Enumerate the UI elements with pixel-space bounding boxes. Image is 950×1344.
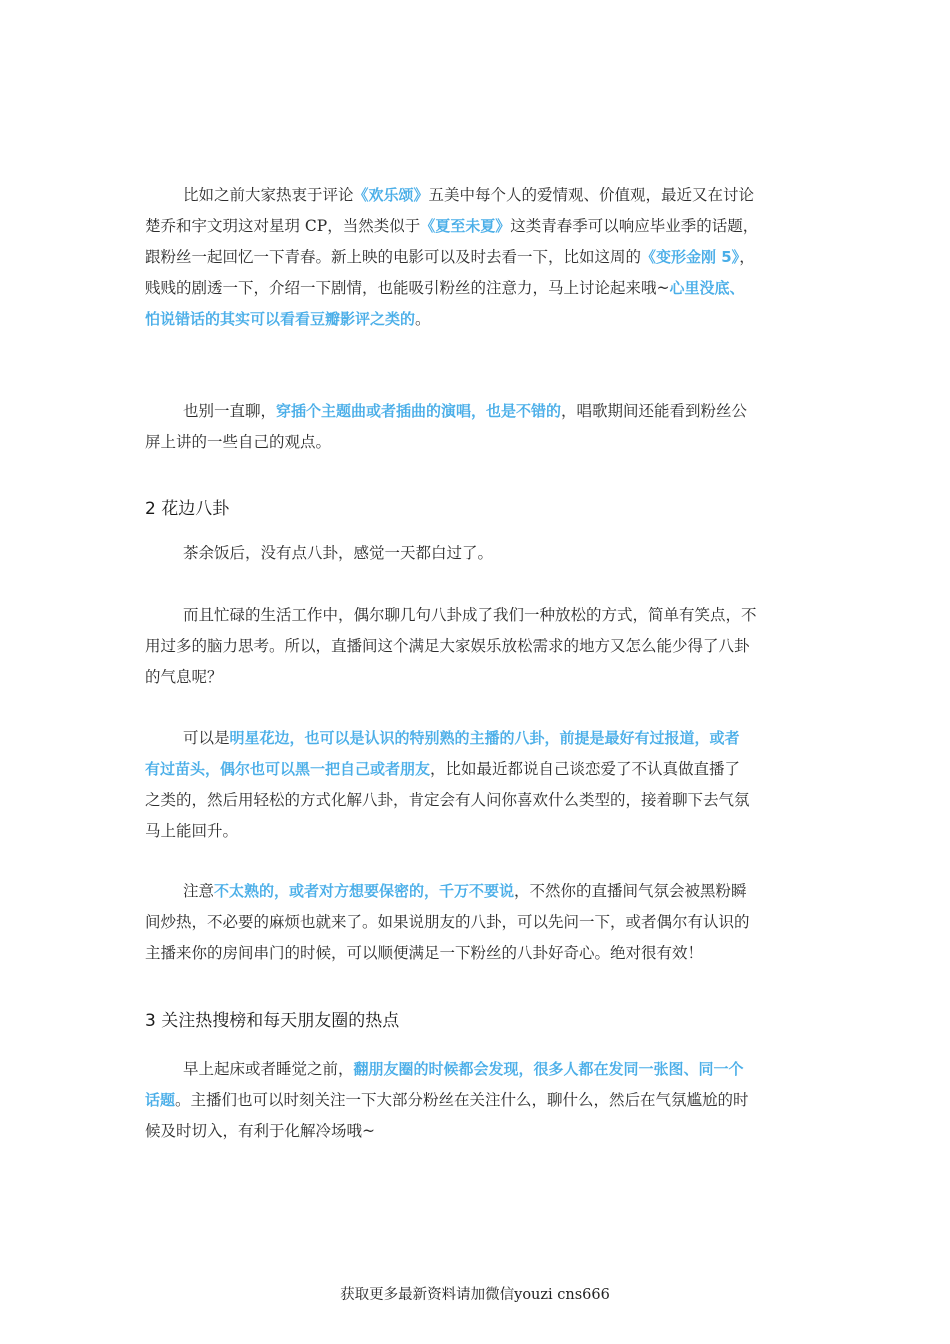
text: 之类的，然后用轻松的方式化解八卦，肯定会有人问你喜欢什么类型的，接着聊下去气氛 (145, 791, 750, 809)
highlight-text: 《欢乐颂》 (353, 186, 429, 204)
text: 跟粉丝一起回忆一下青春。新上映的电影可以及时去看一下，比如这周的 (145, 248, 642, 266)
highlight-text: 穿插个主题曲或者插曲的演唱，也是不错的 (276, 402, 562, 420)
text: 的气息呢？ (145, 668, 223, 686)
text: 。主播们也可以时刻关注一下大部分粉丝在关注什么，聊什么，然后在气氛尴尬的时 (175, 1091, 749, 1109)
text: 五美中每个人的爱情观、价值观，最近又在讨论 (428, 186, 755, 204)
text: ， (739, 248, 755, 266)
text: 茶余饭后，没有点八卦，感觉一天都白过了。 (183, 544, 494, 562)
text: ，不然你的直播间气氛会被黑粉瞬 (514, 882, 747, 900)
text: 主播来你的房间串门的时候，可以顺便满足一下粉丝的八卦好奇心。绝对很有效！ (145, 944, 704, 962)
highlight-text: 《夏至未夏》 (420, 217, 511, 235)
text: 这类青春季可以响应毕业季的话题， (510, 217, 759, 235)
highlight-text: 明星花边，也可以是认识的特别熟的主播的八卦，前提是最好有过报道，或者 (229, 729, 740, 747)
paragraph-gossip-caution (145, 876, 810, 969)
section-heading-trending: 3 关注热搜榜和每天朋友圈的热点 (145, 1011, 400, 1031)
text: 用过多的脑力思考。所以，直播间这个满足大家娱乐放松需求的地方又怎么能少得了八卦 (145, 637, 750, 655)
paragraph-gossip-intro (145, 538, 810, 569)
paragraph-trending (145, 1054, 810, 1147)
highlight-text: 有过苗头，偶尔也可以黑一把自己或者朋友 (145, 760, 431, 778)
paragraph-movies-topics (145, 180, 810, 335)
text: 可以是 (183, 729, 230, 747)
text: 马上能回升。 (145, 822, 239, 840)
text: 。 (415, 310, 431, 328)
paragraph-gossip-types (145, 723, 810, 847)
text: 而且忙碌的生活工作中，偶尔聊几句八卦成了我们一种放松的方式，简单有笑点，不 (183, 606, 757, 624)
text: ，唱歌期间还能看到粉丝公 (561, 402, 748, 420)
footer-note: 获取更多最新资料请加微信youzi cns666 (340, 1287, 610, 1303)
highlight-text: 《变形金刚 5》 (641, 248, 740, 266)
text: 楚乔和宇文玥这对星玥 CP，当然类似于 (145, 217, 421, 235)
text: 屏上讲的一些自己的观点。 (145, 433, 332, 451)
section-heading-gossip: 2 花边八卦 (145, 499, 230, 519)
highlight-text: 不太熟的，或者对方想要保密的，千万不要说 (214, 882, 515, 900)
text: 贱贱的剧透一下，介绍一下剧情，也能吸引粉丝的注意力，马上讨论起来哦~ (145, 279, 670, 297)
text: 早上起床或者睡觉之前， (183, 1060, 354, 1078)
text: ，比如最近都说自己谈恋爱了不认真做直播了 (430, 760, 741, 778)
highlight-text: 怕说错话的其实可以看看豆瓣影评之类的 (145, 310, 416, 328)
text: 也别一直聊， (183, 402, 277, 420)
text: 候及时切入，有利于化解冷场哦~ (145, 1122, 375, 1140)
text: 间炒热，不必要的麻烦也就来了。如果说朋友的八卦，可以先问一下，或者偶尔有认识的 (145, 913, 750, 931)
highlight-text: 话题 (145, 1091, 176, 1109)
highlight-text: 心里没底、 (669, 279, 745, 297)
text: 注意 (183, 882, 215, 900)
highlight-text: 翻朋友圈的时候都会发现，很多人都在发同一张图、同一个 (353, 1060, 744, 1078)
paragraph-gossip-relax (145, 600, 810, 693)
text: 比如之前大家热衷于评论 (183, 186, 354, 204)
paragraph-singing (145, 396, 810, 458)
